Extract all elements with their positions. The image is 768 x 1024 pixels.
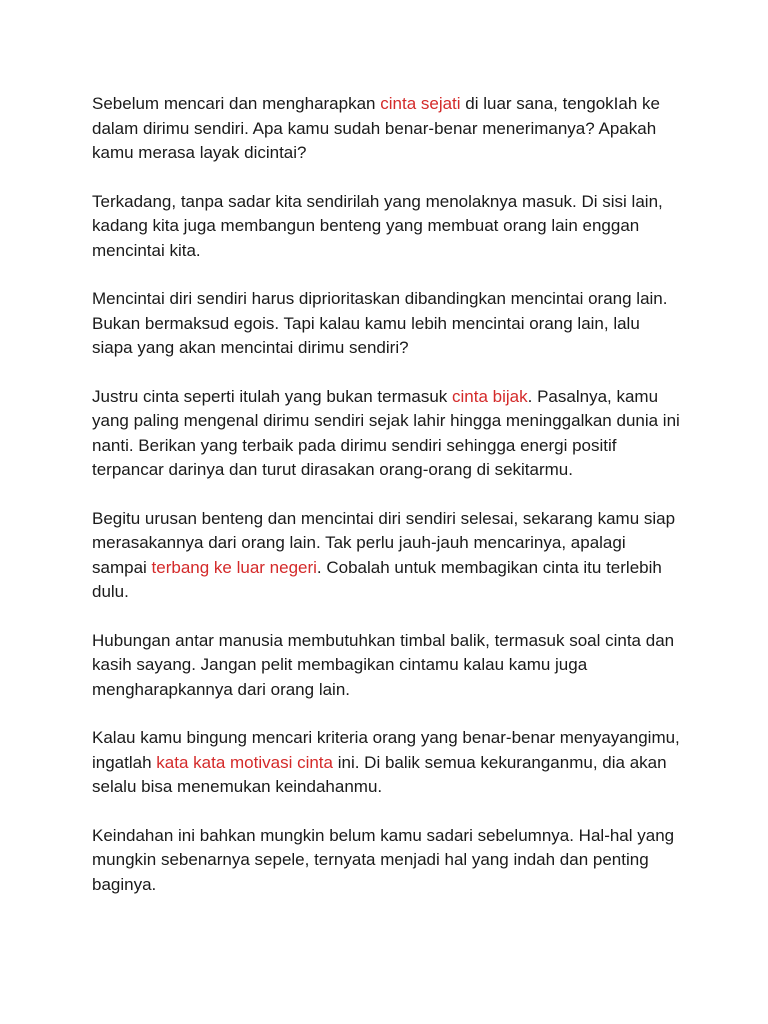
paragraph-6 (92, 629, 684, 703)
document-body (92, 92, 684, 921)
paragraph-text: Hubungan antar manusia membutuhkan timbal balik, termasuk soal cinta dan kasih sayang. Jangan pelit membagikan cintamu kalau kamu juga mengharapkannya dari orang lain. (92, 630, 675, 699)
link-cinta-bijak[interactable]: cinta bijak (452, 386, 528, 406)
link-kata-kata-motivasi-cinta[interactable]: kata kata motivasi cinta (156, 752, 333, 772)
paragraph-7 (92, 726, 684, 800)
paragraph-text: Kalau kamu bingung mencari kriteria orang yang benar-benar menyayangimu, ingatlah (92, 728, 680, 772)
paragraph-5 (92, 507, 684, 605)
paragraph-1 (92, 92, 684, 166)
paragraph-text: ini. Di balik semua kekuranganmu, dia akan selalu bisa menemukan keindahanmu. (92, 752, 667, 796)
paragraph-2 (92, 190, 684, 264)
paragraph-text: Mencintai diri sendiri harus diprioritaskan dibandingkan mencintai orang lain. Bukan bermaksud egois. Tapi kalau kamu lebih mencintai orang lain, lalu siapa yang akan mencintai dirimu sendiri? (92, 289, 668, 357)
paragraph-text: Sebelum mencari dan mengharapkan (92, 94, 381, 113)
paragraph-text: Terkadang, tanpa sadar kita sendirilah yang menolaknya masuk. Di sisi lain, kadang kita juga membangun benteng yang membuat orang lain enggan mencintai kita. (92, 191, 663, 260)
paragraph-text: Justru cinta seperti itulah yang bukan termasuk (92, 386, 453, 406)
paragraph-text: di luar sana, tengokIah ke dalam dirimu sendiri. Apa kamu sudah benar-benar menerimanya? Apakah kamu merasa layak dicintai? (92, 94, 660, 162)
paragraph-4 (92, 385, 684, 483)
paragraph-text: Begitu urusan benteng dan mencintai diri sendiri selesai, sekarang kamu siap merasakannya dari orang lain. Tak perlu jauh-jauh mencarinya, apalagi sampai (92, 508, 676, 577)
link-terbang-ke-luar-negeri[interactable]: terbang ke luar negeri (151, 557, 317, 577)
paragraph-8 (92, 824, 684, 898)
paragraph-text: Keindahan ini bahkan mungkin belum kamu sadari sebelumnya. Hal-hal yang mungkin sebenarnya sepele, ternyata menjadi hal yang indah dan penting baginya. (92, 825, 675, 894)
paragraph-3 (92, 287, 684, 361)
link-cinta-sejati[interactable]: cinta sejati (380, 94, 461, 113)
paragraph-text: . Cobalah untuk membagikan cinta itu terlebih dulu. (92, 557, 662, 601)
paragraph-text: . Pasalnya, kamu yang paling mengenal dirimu sendiri sejak lahir hingga meninggalkan dunia ini nanti. Berikan yang terbaik pada dirimu sendiri sehingga energi positif terpancar darinya dan turut dirasakan orang-orang di sekitarmu. (92, 386, 680, 479)
